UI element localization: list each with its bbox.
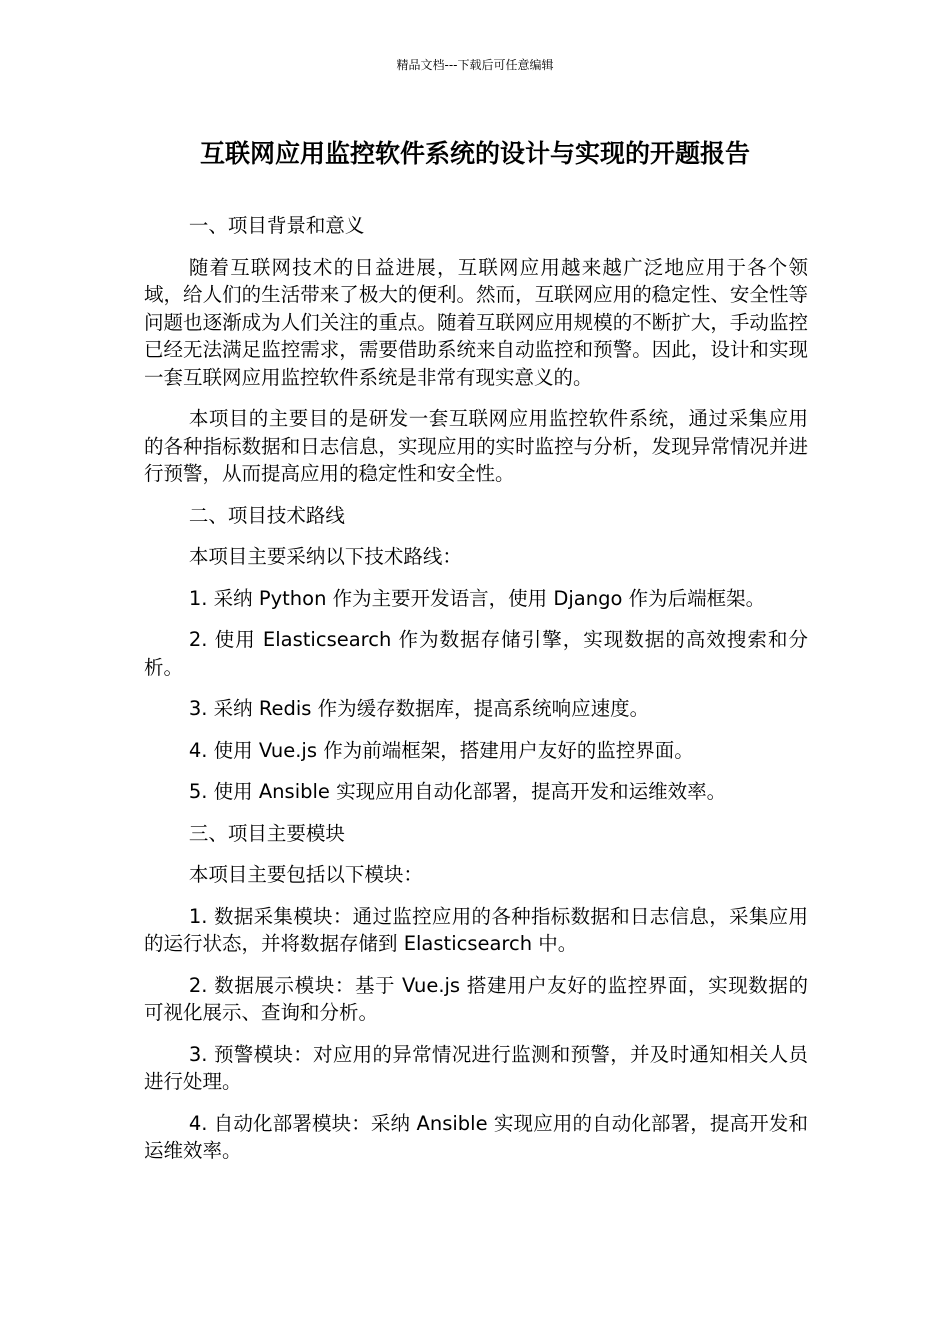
section-heading-background: 一、项目背景和意义 xyxy=(188,214,365,237)
page-header: 精品文档---下载后可任意编辑 xyxy=(396,58,554,72)
paragraph: 本项目主要包括以下模块： xyxy=(188,863,423,886)
section-heading-tech-route: 二、项目技术路线 xyxy=(188,503,345,527)
list-item: 5. 使用 Ansible 实现应用自动化部署，提高开发和运维效率。 xyxy=(188,780,727,803)
document-body xyxy=(144,212,808,1179)
list-item: 2. 使用 Elasticsearch 作为数据存储引擎，实现数据的高效搜索和分析。 xyxy=(144,628,808,679)
section-heading-modules: 三、项目主要模块 xyxy=(188,821,345,845)
document-title: 互联网应用监控软件系统的设计与实现的开题报告 xyxy=(199,139,750,168)
list-item: 4. 自动化部署模块：采纳 Ansible 实现应用的自动化部署，提高开发和运维效率。 xyxy=(144,1111,808,1162)
list-item: 1. 采纳 Python 作为主要开发语言，使用 Django 作为后端框架。 xyxy=(188,586,766,610)
list-item: 1. 数据采集模块：通过监控应用的各种指标数据和日志信息，采集应用的运行状态，并将数据存储到 Elasticsearch 中。 xyxy=(144,904,808,955)
list-item: 4. 使用 Vue.js 作为前端框架，搭建用户友好的监控界面。 xyxy=(188,738,694,762)
list-item: 3. 采纳 Redis 作为缓存数据库，提高系统响应速度。 xyxy=(188,697,650,720)
list-item: 2. 数据展示模块：基于 Vue.js 搭建用户友好的监控界面，实现数据的可视化展示、查询和分析。 xyxy=(144,973,808,1024)
paragraph: 本项目主要采纳以下技术路线： xyxy=(188,545,462,568)
paragraph: 随着互联网技术的日益进展，互联网应用越来越广泛地应用于各个领域，给人们的生活带来了极大的便利。然而，互联网应用的稳定性、安全性等问题也逐渐成为人们关注的重点。随着互联网应用规模的不断扩大，手动监控已经无法满足监控需求，需要借助系统来自动监控和预警。因此，设计和实现一套互联网应用监控软件系统是非常有现实意义的。 xyxy=(144,255,808,389)
paragraph: 本项目的主要目的是研发一套互联网应用监控软件系统，通过采集应用的各种指标数据和日志信息，实现应用的实时监控与分析，发现异常情况并进行预警，从而提高应用的稳定性和安全性。 xyxy=(144,407,808,485)
list-item: 3. 预警模块：对应用的异常情况进行监测和预警，并及时通知相关人员进行处理。 xyxy=(144,1042,808,1093)
